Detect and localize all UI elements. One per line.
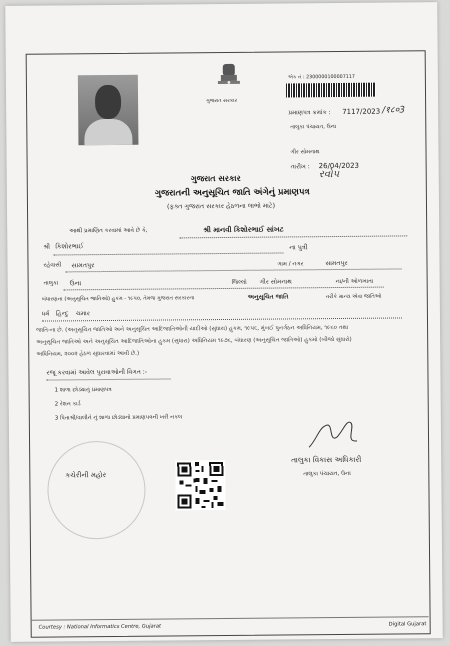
- village: સામતપુર: [71, 261, 95, 270]
- district: ગીર સોમનાથ: [259, 278, 292, 286]
- village-type-label: ગામ / નગર: [277, 261, 304, 268]
- date-handwritten: રવોપ: [318, 168, 340, 181]
- holder-name: શ્રી માનવી કિશોરભાઈ સાંખટ: [203, 225, 284, 235]
- religion: હિન્દુ: [55, 310, 69, 318]
- documents-heading: રજૂ કરવામાં આવેલ પુરાવાઓની વિગત :-: [46, 368, 148, 377]
- photo-body: [84, 119, 132, 145]
- qr-code: [175, 460, 225, 510]
- legal-paragraph-line-2: અનુસૂચિત જાતિઓ અને અનુસૂચિત આદિજાતિઓના હુકમ (સુધારા) અધિનિયમ ૧૯૭૬, બંધારણ (અનુસૂચિત જાતિઓ) હુકમો (બીજો સુધારો): [36, 336, 352, 346]
- date-label: તારીખ :: [290, 163, 310, 171]
- state-emblem-icon: [212, 62, 246, 96]
- govt-heading: ગુજરાત સરકાર: [190, 173, 241, 184]
- caste-type: અનુસૂચિત જાતિ: [247, 293, 289, 301]
- office-seal: [47, 441, 146, 540]
- village-type: સામતપુર: [325, 259, 348, 268]
- cert-number-handwritten: /१८०3: [382, 105, 406, 116]
- signature: [301, 413, 361, 454]
- village-label: રહેવાસી: [43, 262, 62, 269]
- issuing-office: તાલુકા પંચાયત, ઉના: [290, 124, 337, 131]
- place: ગીર સોમનાથ: [290, 149, 320, 156]
- seal-label: કચેરીની મહોર: [65, 471, 107, 480]
- ack-number: એક નં : 2300000100007117: [287, 74, 355, 81]
- document-item: 3 પિતાશ્રી/વાલીને નું શાળા છોડ્યાનો પ્રમાણપત્રની ખરી નકલ: [54, 414, 183, 422]
- caste: ચમાર: [75, 310, 90, 318]
- religion-label: ધર્મ: [41, 311, 50, 318]
- legal-paragraph-line-3: અધિનિયમ, ૨૦૦૨ હેઠળ સુધારવામાં આવી છે.): [36, 350, 140, 358]
- taluka: ઉના: [69, 279, 82, 288]
- applicant-photo: [78, 75, 139, 146]
- signatory-title: તાલુકા વિકાસ અધિકારી: [291, 454, 362, 465]
- father-label: શ્રી: [43, 243, 50, 251]
- district-label: જિલ્લો: [231, 279, 247, 286]
- father-name: કિશોરભાઈ: [55, 242, 84, 251]
- document-item: 2 રેશન કાર્ડ: [54, 401, 81, 408]
- certificate-title: ગુજરાતની અનુસૂચિત જાતિ અંગેનું પ્રમાણપત્ર: [154, 187, 310, 199]
- relation: ના પુત્રી: [289, 243, 308, 252]
- brand-text: Digital Gujarat: [388, 621, 427, 628]
- cert-number-label: પ્રમાણપત્ર ક્રમાંક :: [288, 109, 331, 117]
- legal-paragraph-line-1: જાતિ-ના છે. (અનુસૂચિત જાતિઓ અને અનુસૂચિત આદિજાતિઓની યાદીઓ (સુધારા) હુકમ, ૧૯૫૬, મુંબઈ પુનર્ગઠન અધિનિયમ, ૧૯૬૦ તથા: [36, 324, 349, 334]
- cert-number: 7117/2023: [342, 107, 381, 116]
- certificate-subtitle: (ફક્ત ગુજરાત સરકાર હેઠળના લાભો માટે): [166, 201, 276, 211]
- taluka-label: તાલુકા: [43, 280, 59, 287]
- intro-text: આથી પ્રમાણિત કરવામાં આવે છે કે,: [69, 227, 148, 235]
- date-value: 26/04/2023: [318, 161, 360, 171]
- caste-suffix: તરીકે માન્ય એવા જાતિઓ: [325, 293, 382, 301]
- document-item: 1 શાળા છોડ્યાનું પ્રમાણપત્ર: [54, 386, 112, 394]
- photo-face: [95, 85, 121, 119]
- certificate-paper: [5, 2, 443, 642]
- caste-prefix: બંધારણના (અનુસૂચિત જાતિઓ) હુકમ - ૧૯૫૦, તેમજ ગુજરાત સરકારના: [41, 295, 195, 303]
- signatory-office: તાલુકા પંચાયત, ઉના: [303, 470, 351, 478]
- district-tail: ના/ની ઓળખાતા: [335, 278, 374, 286]
- emblem-caption: ગુજરાત સરકાર: [206, 97, 238, 105]
- courtesy-text: Courtesy : National Informatics Centre, Gujarat: [38, 623, 162, 631]
- barcode: [286, 83, 376, 98]
